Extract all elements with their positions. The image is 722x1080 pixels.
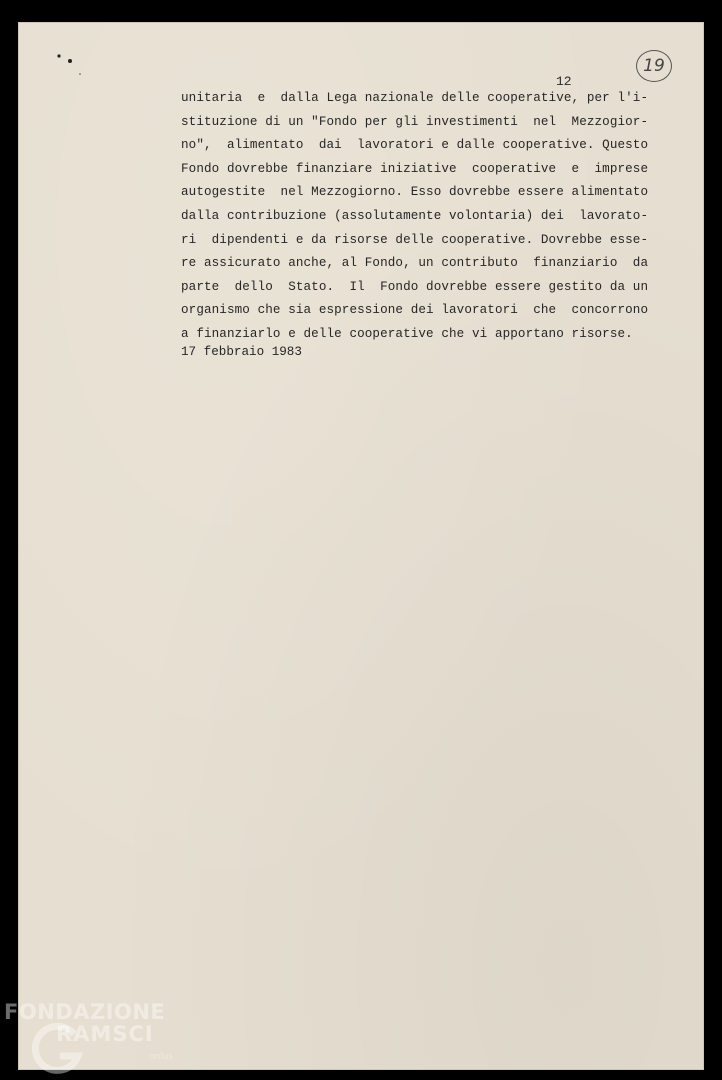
- text-line: re assicurato anche, al Fondo, un contributo finanziario da: [181, 256, 649, 271]
- document-date: 17 febbraio 1983: [181, 345, 302, 359]
- text-line: stituzione di un "Fondo per gli investimenti nel Mezzogior-: [181, 114, 649, 129]
- fondazione-gramsci-watermark: [4, 1000, 194, 1080]
- body-text: [181, 87, 649, 347]
- watermark-line-2: RAMSCI: [56, 1022, 154, 1046]
- text-line: unitaria e dalla Lega nazionale delle cooperative, per l'i-: [181, 91, 649, 105]
- page-number: 12: [556, 74, 572, 89]
- text-line: autogestite nel Mezzogiorno. Esso dovrebbe essere alimentato: [181, 185, 649, 200]
- text-line: a finanziarlo e delle cooperative che vi apportano risorse.: [181, 326, 633, 341]
- archive-page-number: 19: [636, 50, 672, 82]
- watermark-line-1: FONDAZIONE: [4, 1000, 166, 1024]
- watermark-line-3: onlus: [149, 1052, 174, 1062]
- ink-specks: [54, 52, 84, 78]
- text-line: organismo che sia espressione dei lavoratori che concorrono: [181, 303, 649, 318]
- text-line: dalla contribuzione (assolutamente volontaria) dei lavorato-: [181, 208, 649, 223]
- text-line: ri dipendenti e da risorse delle cooperative. Dovrebbe esse-: [181, 232, 649, 247]
- text-line: no", alimentato dai lavoratori e dalle cooperative. Questo: [181, 138, 649, 153]
- text-line: Fondo dovrebbe finanziare iniziative cooperative e imprese: [181, 161, 649, 176]
- document-page: [18, 22, 704, 1070]
- text-line: parte dello Stato. Il Fondo dovrebbe essere gestito da un: [181, 279, 649, 294]
